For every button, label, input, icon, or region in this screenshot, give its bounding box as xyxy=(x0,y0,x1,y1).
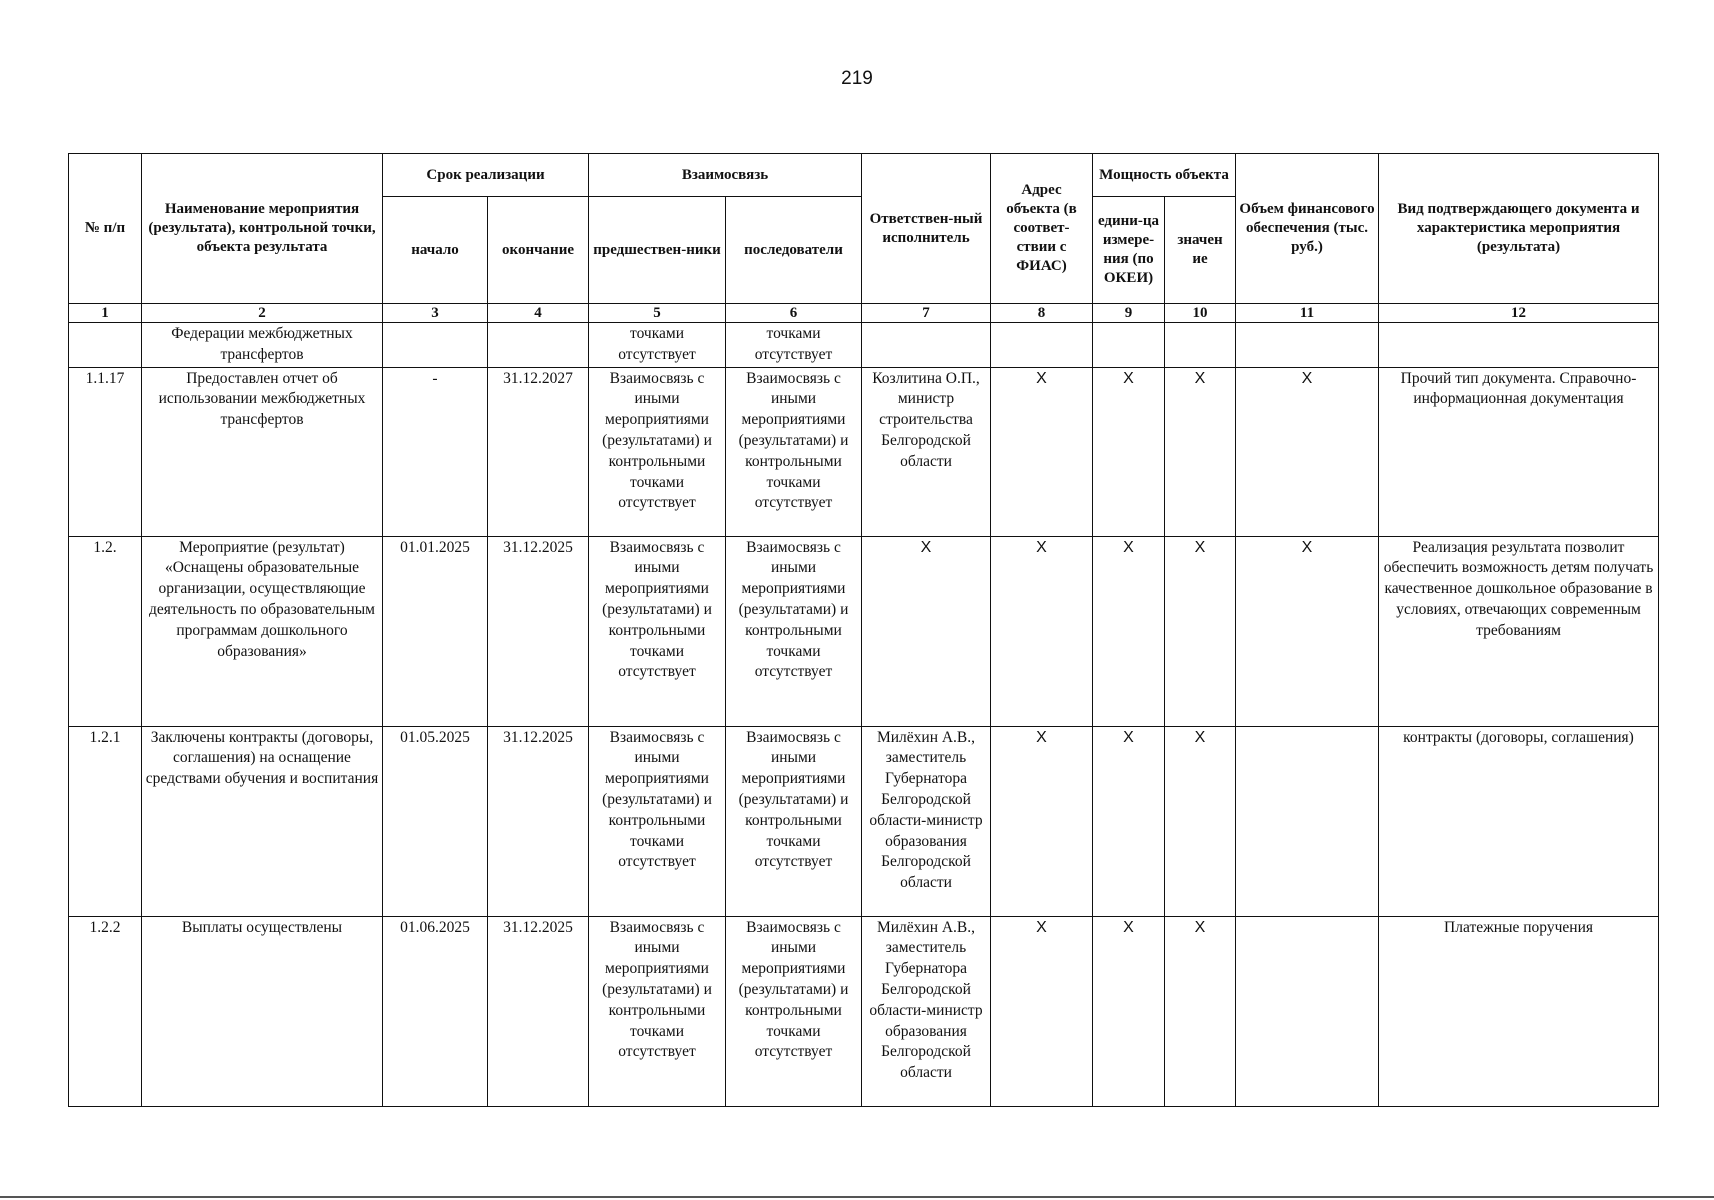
cell-name: Выплаты осуществлены xyxy=(142,916,383,1106)
cell-doc: Платежные поручения xyxy=(1379,916,1659,1106)
cell-responsible: Козлитина О.П., министр строительства Белгородской области xyxy=(862,367,991,536)
cell-end: 31.12.2025 xyxy=(488,536,589,726)
cell-next: Взаимосвязь с иными мероприятиями (результатами) и контрольными точками отсутствует xyxy=(726,916,862,1106)
cell-finance xyxy=(1236,916,1379,1106)
activities-table-wrapper xyxy=(68,153,1658,1107)
cell-end: 31.12.2025 xyxy=(488,726,589,916)
cell-num: 1.2.1 xyxy=(69,726,142,916)
header-period-end: окончание xyxy=(488,197,589,304)
header-link: Взаимосвязь xyxy=(589,154,862,197)
header-capacity: Мощность объекта xyxy=(1093,154,1236,197)
header-responsible: Ответствен-ный исполнитель xyxy=(862,154,991,304)
col-number: 7 xyxy=(862,304,991,323)
page-number: 219 xyxy=(841,68,873,89)
cell-next: точками отсутствует xyxy=(726,323,862,368)
header-address: Адрес объекта (в соответ-ствии с ФИАС) xyxy=(991,154,1093,304)
cell-next: Взаимосвязь с иными мероприятиями (результатами) и контрольными точками отсутствует xyxy=(726,726,862,916)
cell-prev: Взаимосвязь с иными мероприятиями (результатами) и контрольными точками отсутствует xyxy=(589,726,726,916)
col-number: 1 xyxy=(69,304,142,323)
col-number: 2 xyxy=(142,304,383,323)
cell-name: Заключены контракты (договоры, соглашения) на оснащение средствами обучения и воспитания xyxy=(142,726,383,916)
cell-prev: Взаимосвязь с иными мероприятиями (результатами) и контрольными точками отсутствует xyxy=(589,536,726,726)
cell-num: 1.2.2 xyxy=(69,916,142,1106)
col-number: 9 xyxy=(1093,304,1165,323)
header-name: Наименование мероприятия (результата), контрольной точки, объекта результата xyxy=(142,154,383,304)
cell-unit: X xyxy=(1093,536,1165,726)
cell-value: X xyxy=(1165,536,1236,726)
cell-value: X xyxy=(1165,916,1236,1106)
cell-prev: Взаимосвязь с иными мероприятиями (результатами) и контрольными точками отсутствует xyxy=(589,367,726,536)
table-row xyxy=(69,323,1659,368)
cell-responsible: Милёхин А.В., заместитель Губернатора Белгородской области-министр образования Белгородской области xyxy=(862,726,991,916)
cell-doc: контракты (договоры, соглашения) xyxy=(1379,726,1659,916)
cell-unit: X xyxy=(1093,726,1165,916)
cell-num: 1.2. xyxy=(69,536,142,726)
cell-prev: Взаимосвязь с иными мероприятиями (результатами) и контрольными точками отсутствует xyxy=(589,916,726,1106)
cell-unit: X xyxy=(1093,916,1165,1106)
cell-start xyxy=(383,323,488,368)
cell-next: Взаимосвязь с иными мероприятиями (результатами) и контрольными точками отсутствует xyxy=(726,367,862,536)
cell-finance: X xyxy=(1236,536,1379,726)
cell-value xyxy=(1165,323,1236,368)
cell-prev: точками отсутствует xyxy=(589,323,726,368)
cell-start: 01.05.2025 xyxy=(383,726,488,916)
table-row xyxy=(69,367,1659,536)
col-number: 6 xyxy=(726,304,862,323)
cell-unit: X xyxy=(1093,367,1165,536)
header-period: Срок реализации xyxy=(383,154,589,197)
cell-end: 31.12.2027 xyxy=(488,367,589,536)
cell-name: Мероприятие (результат) «Оснащены образовательные организации, осуществляющие деятельность по образовательным программам дошкольного образования» xyxy=(142,536,383,726)
col-number: 11 xyxy=(1236,304,1379,323)
header-doc: Вид подтверждающего документа и характеристика мероприятия (результата) xyxy=(1379,154,1659,304)
table-row xyxy=(69,726,1659,916)
col-number: 10 xyxy=(1165,304,1236,323)
col-number: 12 xyxy=(1379,304,1659,323)
cell-finance xyxy=(1236,323,1379,368)
cell-finance xyxy=(1236,726,1379,916)
header-capacity-unit: едини-ца измере-ния (по ОКЕИ) xyxy=(1093,197,1165,304)
cell-start: 01.06.2025 xyxy=(383,916,488,1106)
cell-address: X xyxy=(991,536,1093,726)
cell-finance: X xyxy=(1236,367,1379,536)
cell-start: 01.01.2025 xyxy=(383,536,488,726)
col-number: 3 xyxy=(383,304,488,323)
cell-address xyxy=(991,323,1093,368)
cell-doc: Реализация результата позволит обеспечить возможность детям получать качественное дошкольное образование в условиях, отвечающих современным требованиям xyxy=(1379,536,1659,726)
cell-address: X xyxy=(991,367,1093,536)
cell-name: Федерации межбюджетных трансфертов xyxy=(142,323,383,368)
header-link-next: последователи xyxy=(726,197,862,304)
col-number: 5 xyxy=(589,304,726,323)
cell-num xyxy=(69,323,142,368)
cell-start: - xyxy=(383,367,488,536)
page-bottom-rule xyxy=(0,1196,1714,1198)
cell-responsible: X xyxy=(862,536,991,726)
header-link-prev: предшествен-ники xyxy=(589,197,726,304)
header-num: № п/п xyxy=(69,154,142,304)
table-row xyxy=(69,916,1659,1106)
col-number: 8 xyxy=(991,304,1093,323)
header-period-start: начало xyxy=(383,197,488,304)
table-row xyxy=(69,536,1659,726)
cell-next: Взаимосвязь с иными мероприятиями (результатами) и контрольными точками отсутствует xyxy=(726,536,862,726)
cell-doc: Прочий тип документа. Справочно-информационная документация xyxy=(1379,367,1659,536)
table-body xyxy=(69,323,1659,1107)
cell-value: X xyxy=(1165,726,1236,916)
cell-value: X xyxy=(1165,367,1236,536)
header-finance: Объем финансового обеспечения (тыс. руб.) xyxy=(1236,154,1379,304)
cell-address: X xyxy=(991,726,1093,916)
cell-responsible: Милёхин А.В., заместитель Губернатора Белгородской области-министр образования Белгородской области xyxy=(862,916,991,1106)
cell-responsible xyxy=(862,323,991,368)
header-capacity-value: значен ие xyxy=(1165,197,1236,304)
cell-doc xyxy=(1379,323,1659,368)
cell-end: 31.12.2025 xyxy=(488,916,589,1106)
cell-unit xyxy=(1093,323,1165,368)
table-header xyxy=(69,154,1659,323)
cell-end xyxy=(488,323,589,368)
cell-num: 1.1.17 xyxy=(69,367,142,536)
col-number: 4 xyxy=(488,304,589,323)
cell-address: X xyxy=(991,916,1093,1106)
activities-table xyxy=(68,153,1659,1107)
cell-name: Предоставлен отчет об использовании межбюджетных трансфертов xyxy=(142,367,383,536)
